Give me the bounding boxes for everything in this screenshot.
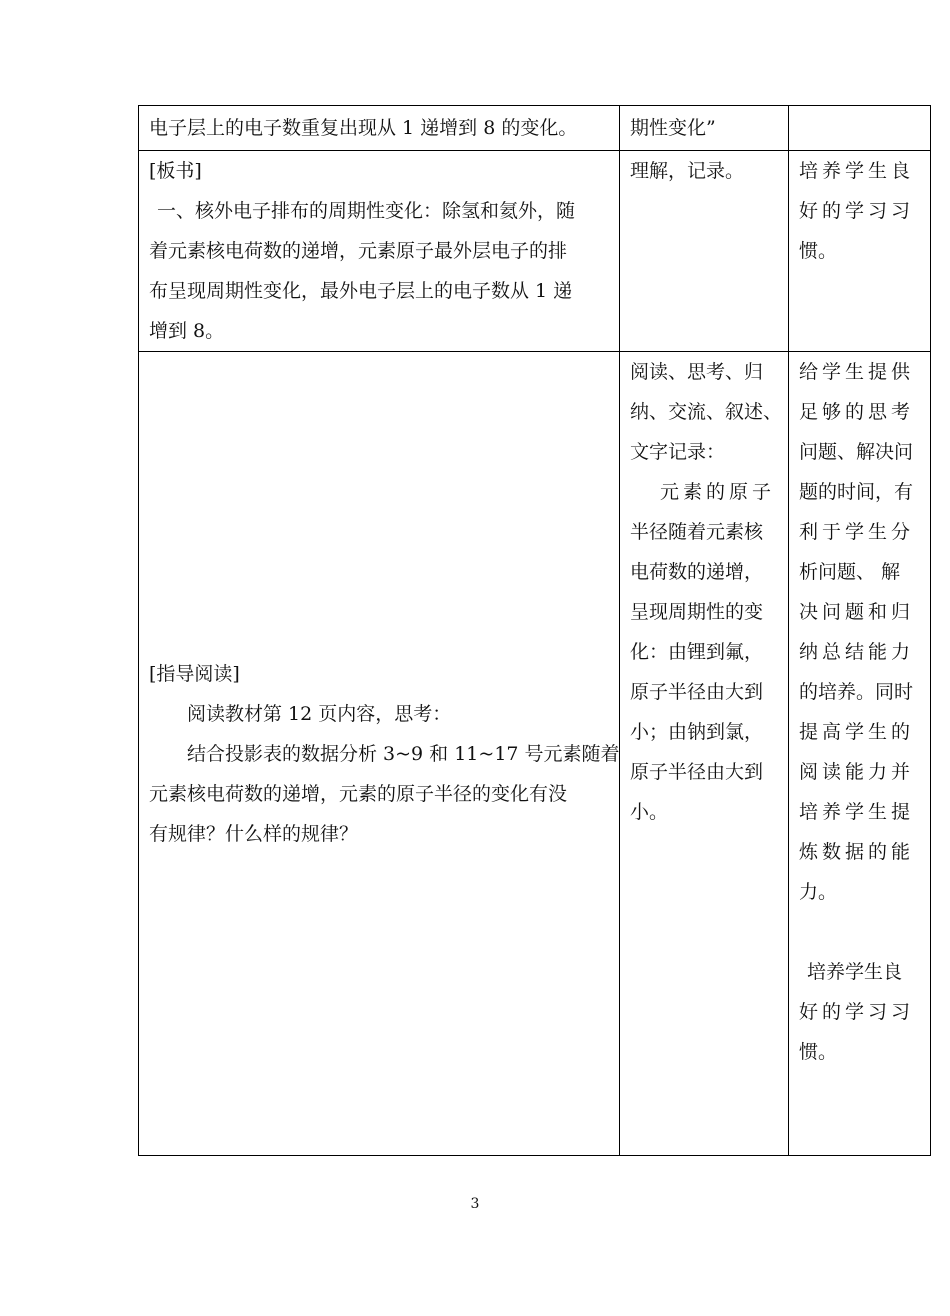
row3-student-line: 纳、交流、叙述、 [630,401,783,423]
row2-intent-line: 培养学生良 [799,160,915,182]
row2-intent-line: 好的学习习 [799,200,915,222]
row3-student-line: 半径随着元素核 [630,521,764,543]
row1-teacher-text: 电子层上的电子数重复出现从 1 递增到 8 的变化。 [149,117,578,139]
teacher-activity-cell [139,106,620,151]
student-activity-cell [620,151,789,352]
row3-intent-line: 决问题和归 [799,601,915,623]
guided-reading-line: 结合投影表的数据分析 3~9 和 11~17 号元素随着 [187,742,620,765]
row3-student-line: 小。 [630,801,669,823]
lesson-plan-table [138,105,931,1156]
row3-student-line: 化：由锂到氟， [630,641,764,663]
page-number: 3 [470,1196,480,1212]
blackboard-line: 布呈现周期性变化，最外电子层上的电子数从 1 递 [149,280,573,302]
row3-intent-line: 炼数据的能 [799,841,915,863]
spacer [799,912,922,952]
guided-reading-line: 有规律？什么样的规律？ [149,822,359,845]
row3-intent-line: 析问题、 解 [799,561,901,583]
guided-reading-line: 阅读教材第 12 页内容，思考： [187,702,452,725]
design-intent-cell [789,352,931,1156]
blackboard-heading: [板书] [149,160,202,182]
table-row [139,352,931,1156]
design-intent-cell [789,151,931,352]
row3-intent-line: 提高学生的 [799,721,915,743]
row3-intent-line: 培养学生提 [799,801,915,823]
row3-intent-line: 的培养。同时 [799,681,914,703]
row3-student-line: 小；由钠到氯， [630,721,764,743]
row3-intent-line: 问题、解决问 [799,441,914,463]
row3-student-line: 原子半径由大到 [630,761,764,783]
row3-intent-line: 力。 [799,881,838,903]
guided-reading-line: 元素核电荷数的递增，元素的原子半径的变化有没 [149,782,568,805]
row3-intent-line: 阅读能力并 [799,761,915,783]
row3-student-line: 文字记录： [630,441,726,463]
teacher-activity-cell [139,352,620,1156]
row1-student-text: 期性变化” [630,117,716,139]
row3-intent-line: 纳总结能力 [799,641,915,663]
table-row [139,106,931,151]
table-row [139,151,931,352]
teacher-activity-cell [139,151,620,352]
blackboard-line: 一、核外电子排布的周期性变化：除氢和氦外，随 [157,200,576,222]
row3-student-line: 电荷数的递增， [630,561,764,583]
row3-intent-line-b: 培养学生良 [807,961,903,983]
row3-student-line: 元素的原子 [660,481,776,503]
design-intent-cell [789,106,931,151]
guided-reading-heading: [指导阅读] [149,662,240,685]
blackboard-line: 着元素核电荷数的递增，元素原子最外层电子的排 [149,240,568,262]
student-activity-cell [620,352,789,1156]
blackboard-line: 增到 8。 [149,320,225,342]
row3-intent-line: 足够的思考 [799,401,915,423]
student-activity-cell [620,106,789,151]
row3-intent-line: 给学生提供 [799,361,915,383]
row3-intent-line-b: 惯。 [799,1041,838,1063]
row3-student-line: 原子半径由大到 [630,681,764,703]
row2-student-text: 理解，记录。 [630,160,745,182]
row3-student-line: 呈现周期性的变 [630,601,764,623]
row3-intent-line: 题的时间，有 [799,481,914,503]
row3-intent-line-b: 好的学习习 [799,1001,915,1023]
row3-student-line: 阅读、思考、归 [630,361,764,383]
row2-intent-line: 惯。 [799,240,838,262]
row3-intent-line: 利于学生分 [799,521,915,543]
